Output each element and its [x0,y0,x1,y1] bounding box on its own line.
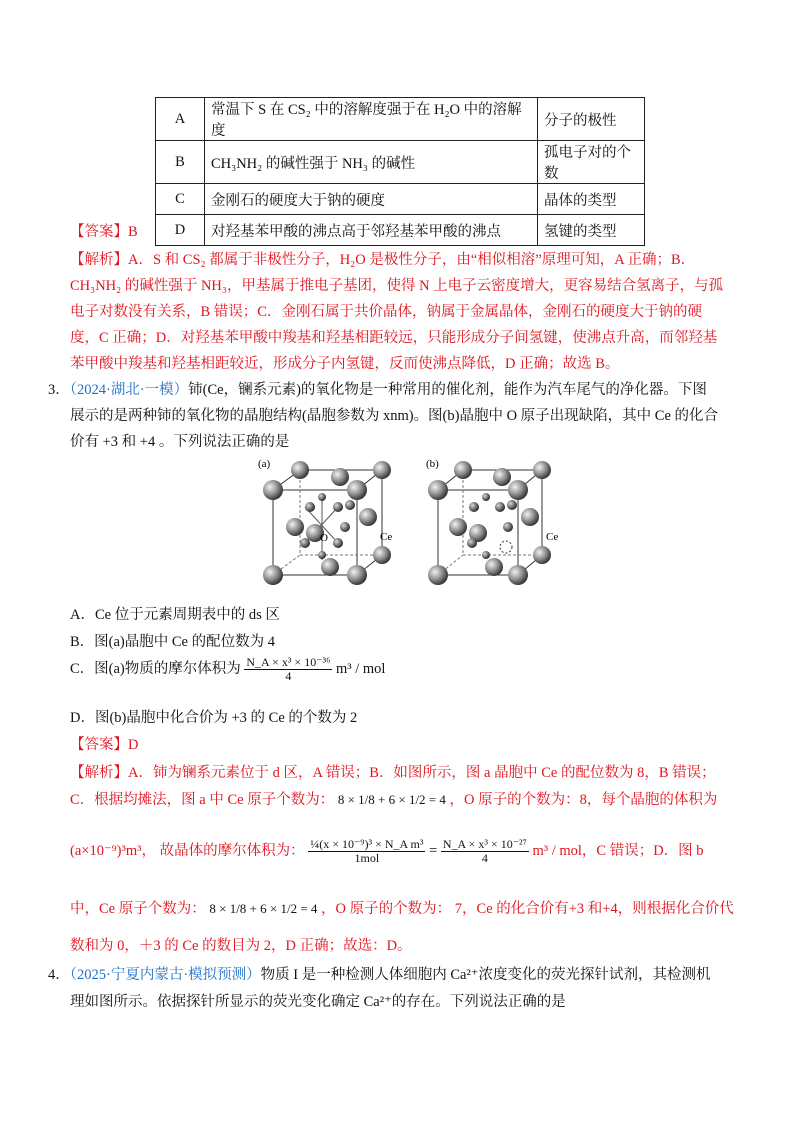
analysis-c-mid: ，O 原子的个数为：8，每个晶胞的体积为 [449,792,718,808]
question-stem: 理如图所示。依据探针所显示的荧光变化确定 Ca²⁺的存在。下列说法正确的是 [70,994,566,1010]
row-label: D [156,215,205,246]
ce-count-formula: 8 × 1/8 + 6 × 1/2 = 4 [337,792,446,807]
question-stem: 铈(Ce，镧系元素)的氧化物是一种常用的催化剂，能作为汽车尾气的净化器。下图 [188,382,707,398]
option-b: B．图(a)晶胞中 Ce 的配位数为 4 [70,634,275,650]
question-number: 3． [48,382,70,398]
cell-a [263,461,391,585]
analysis-c-prefix: C．根据均摊法，图 a 中 Ce 原子个数为： [70,792,335,808]
question-stem: 展示的是两种铈的氧化物的晶胞结构(晶胞参数为 xnm)。图(b)晶胞中 O 原子出现缺陷，其中 Ce 的化合 [70,408,719,424]
analysis-d-prefix: 中，Ce 原子个数为： [70,901,206,917]
row-label: A [156,98,205,141]
ce-count-formula-b: 8 × 1/8 + 6 × 1/2 = 4 [209,901,318,916]
q3-answer: 【答案】D [70,737,139,753]
q3-analysis-line: (a×10⁻⁹)³m³， 故晶体的摩尔体积为： $\frac{\text{¼(x × 10⁻⁹)³ × N\_A m³}}{\text{1mol}}$ = $\frac{\text{N\_A × x³ × 10⁻²⁷}}{4}$ m³ / mol，C 错误；D．图 b [70,837,704,866]
row-reason: 氢键的类型 [538,215,645,246]
statement-table [155,97,645,246]
q2-analysis-line: 【解析】A．S 和 CS₂ 都属于非极性分子，H₂O 是极性分子，由“相似相溶”原理可知，A 正确；B． [70,252,696,268]
row-content: 对羟基苯甲酸的沸点高于邻羟基苯甲酸的沸点 [205,215,538,246]
molar-volume-numerator: ¼(x × 10⁻⁹)³ × N_A m³ [310,837,424,851]
row-reason: 孤电子对的个数 [538,141,645,184]
figure-label-b: (b) [426,458,439,470]
question-stem: 物质 I 是一种检测人体细胞内 Ca²⁺浓度变化的荧光探针试剂，其检测机 [260,967,711,983]
table-row [156,141,645,184]
crystal-cell-figure [250,455,570,595]
row-content: CH₃NH₂ 的碱性强于 NH₃ 的碱性 [205,141,538,184]
ce-atom-label-a: Ce [380,531,393,543]
option-c-prefix: C．图(a)物质的摩尔体积为 [70,661,241,678]
q2-analysis-line: CH₃NH₂ 的碱性强于 NH₃，甲基属于推电子基团，使得 N 上电子云密度增大，更容易结合氢离子，与孤 [70,278,724,294]
o-atom-label: O [320,532,328,544]
q3-analysis-line: 【解析】A．铈为镧系元素位于 d 区，A 错误；B．如图所示，图 a 晶胞中 Ce 的配位数为 8，B 错误； [70,765,716,781]
q3-analysis-line: 数和为 0，＋3 的 Ce 的数目为 2，D 正确；故选：D。 [70,938,412,954]
q2-answer: 【答案】B [70,224,138,240]
option-c-denominator: 4 [285,669,292,684]
analysis-volume-prefix: (a×10⁻⁹)³m³， 故晶体的摩尔体积为： [70,843,305,860]
analysis-d-suffix: ，O 原子的个数为： 7，Ce 的化合价有+3 和+4，则根据化合价代 [321,901,734,917]
question-source: （2024·湖北·一模） [69,382,189,398]
q2-analysis-line: 苯甲酸中羧基和羟基相距较近，形成分子内氢键，反而使沸点降低，D 正确；故选 B。 [70,356,620,372]
question-3-header [48,378,707,399]
option-a: A．Ce 位于元素周期表中的 ds 区 [70,607,280,623]
row-label: C [156,184,205,215]
row-content: 常温下 S 在 CS₂ 中的溶解度强于在 H₂O 中的溶解度 [205,98,538,141]
molar-volume-result-numerator: N_A × x³ × 10⁻²⁷ [442,837,527,851]
option-c-numerator: N_A × x³ × 10⁻³⁶ [246,655,331,669]
q2-analysis-line: 度，C 正确；D．对羟基苯甲酸中羧基和羟基相距较远，只能形成分子间氢键，使沸点升高，而邻羟基 [70,330,718,346]
option-c [70,656,385,683]
molar-volume-denominator: 1mol [354,851,380,866]
molar-volume-result-denominator: 4 [481,851,488,866]
ce-atom-label-b: Ce [546,531,559,543]
row-reason: 晶体的类型 [538,184,645,215]
figure-label-a: (a) [258,458,271,470]
option-c-unit: m³ / mol [335,661,386,678]
cell-b [428,461,551,585]
row-label: B [156,141,205,184]
option-d: D．图(b)晶胞中化合价为 +3 的 Ce 的个数为 2 [70,710,358,726]
question-stem: 价有 +3 和 +4 。下列说法正确的是 [70,434,290,450]
q2-analysis-line: 电子对数没有关系，B 错误；C．金刚石属于共价晶体，钠属于金属晶体，金刚石的硬度大于钠的硬 [70,304,702,320]
table-row [156,184,645,215]
question-4-header [48,963,710,984]
table-row [156,98,645,141]
q3-analysis-line [70,897,734,918]
row-content: 金刚石的硬度大于钠的硬度 [205,184,538,215]
question-number: 4． [48,967,70,983]
question-source: （2025·宁夏内蒙古·模拟预测） [69,967,261,983]
row-reason: 分子的极性 [538,98,645,141]
analysis-volume-suffix: m³ / mol，C 错误；D．图 b [532,843,704,860]
table-row [156,215,645,246]
q3-analysis-line [70,788,717,809]
oxygen-vacancy [500,541,512,553]
